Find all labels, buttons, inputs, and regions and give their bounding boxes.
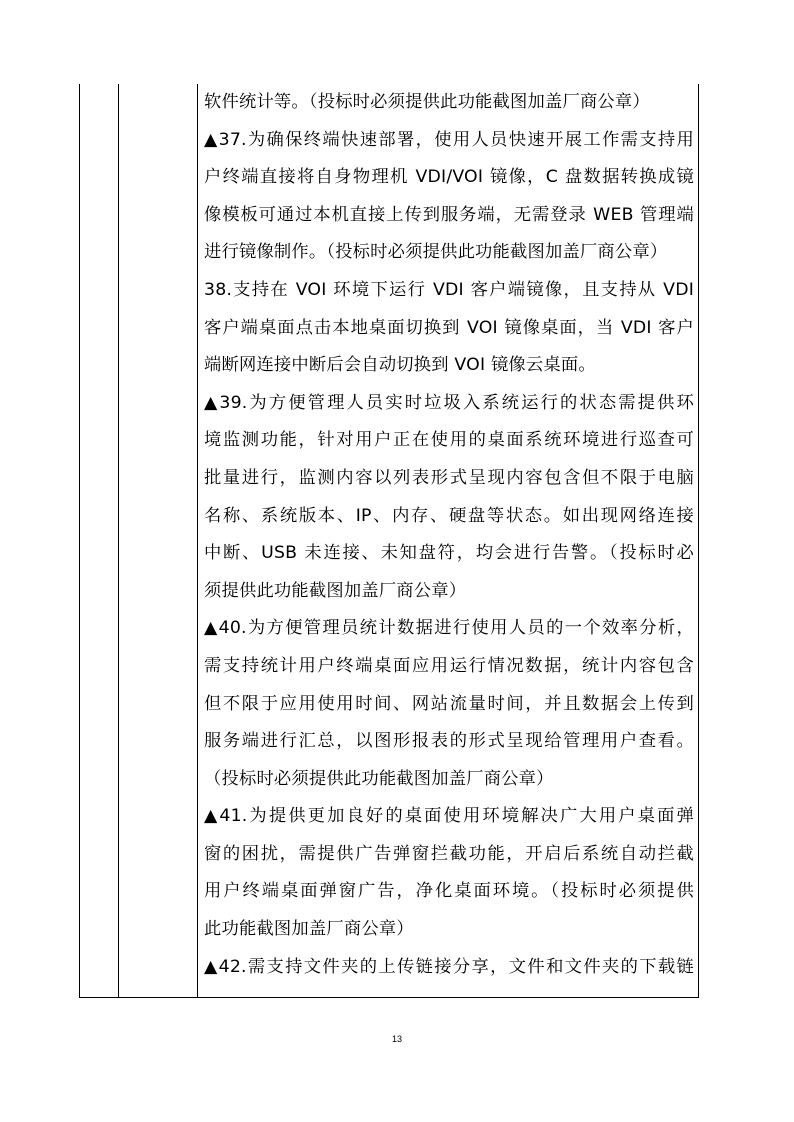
text-line: 进行镜像制作。（投标时必须提供此功能截图加盖厂商公章） [204, 242, 668, 263]
text-line: （投标时必须提供此功能截图加盖厂商公章） [204, 768, 554, 789]
text-line: 窗的困扰，需提供广告弹窗拦截功能，开启后系统自动拦截 [204, 843, 694, 864]
text-line: ▲41.为提供更加良好的桌面使用环境解决广大用户桌面弹 [204, 806, 694, 827]
text-line: ▲42.需支持文件夹的上传链接分享，文件和文件夹的下载链 [204, 956, 694, 977]
text-line: 端断网连接中断后会自动切换到 VOI 镜像云桌面。 [204, 355, 596, 376]
text-line: 须提供此功能截图加盖厂商公章） [204, 580, 467, 601]
text-line: 但不限于应用使用时间、网站流量时间，并且数据会上传到 [204, 693, 694, 714]
text-line: 境监测功能，针对用户正在使用的桌面系统环境进行巡查可 [204, 430, 694, 451]
requirements-text-cell [204, 84, 694, 997]
text-line: ▲40.为方便管理员统计数据进行使用人员的一个效率分析， [204, 618, 694, 639]
page-number: 13 [391, 1034, 402, 1044]
text-line: 像模板可通过本机直接上传到服务端，无需登录 WEB 管理端 [204, 204, 694, 225]
text-line: 户终端直接将自身物理机 VDI/VOI 镜像，C 盘数据转换成镜 [204, 167, 694, 188]
text-line: 名称、系统版本、IP、内存、硬盘等状态。如出现网络连接 [204, 505, 694, 526]
text-line: 中断、USB 未连接、未知盘符，均会进行告警。（投标时必 [204, 543, 694, 564]
requirements-table [79, 84, 699, 998]
text-line: 软件统计等。（投标时必须提供此功能截图加盖厂商公章） [204, 92, 650, 112]
text-line: 此功能截图加盖厂商公章） [204, 919, 414, 940]
text-line: 需支持统计用户终端桌面应用运行情况数据，统计内容包含 [204, 655, 694, 676]
text-line: 批量进行，监测内容以列表形式呈现内容包含但不限于电脑 [204, 467, 694, 488]
column-divider-1 [118, 84, 119, 997]
text-line: 38.支持在 VOI 环境下运行 VDI 客户端镜像，且支持从 VDI [204, 279, 694, 300]
column-divider-2 [197, 84, 198, 997]
text-line: 用户终端桌面弹窗广告，净化桌面环境。（投标时必须提供 [204, 881, 694, 902]
text-line: 服务端进行汇总，以图形报表的形式呈现给管理用户查看。 [204, 731, 694, 752]
text-line: ▲37.为确保终端快速部署，使用人员快速开展工作需支持用 [204, 129, 694, 150]
text-line: 客户端桌面点击本地桌面切换到 VOI 镜像桌面，当 VDI 客户 [204, 317, 694, 338]
text-line: ▲39.为方便管理人员实时垃圾入系统运行的状态需提供环 [204, 392, 694, 413]
